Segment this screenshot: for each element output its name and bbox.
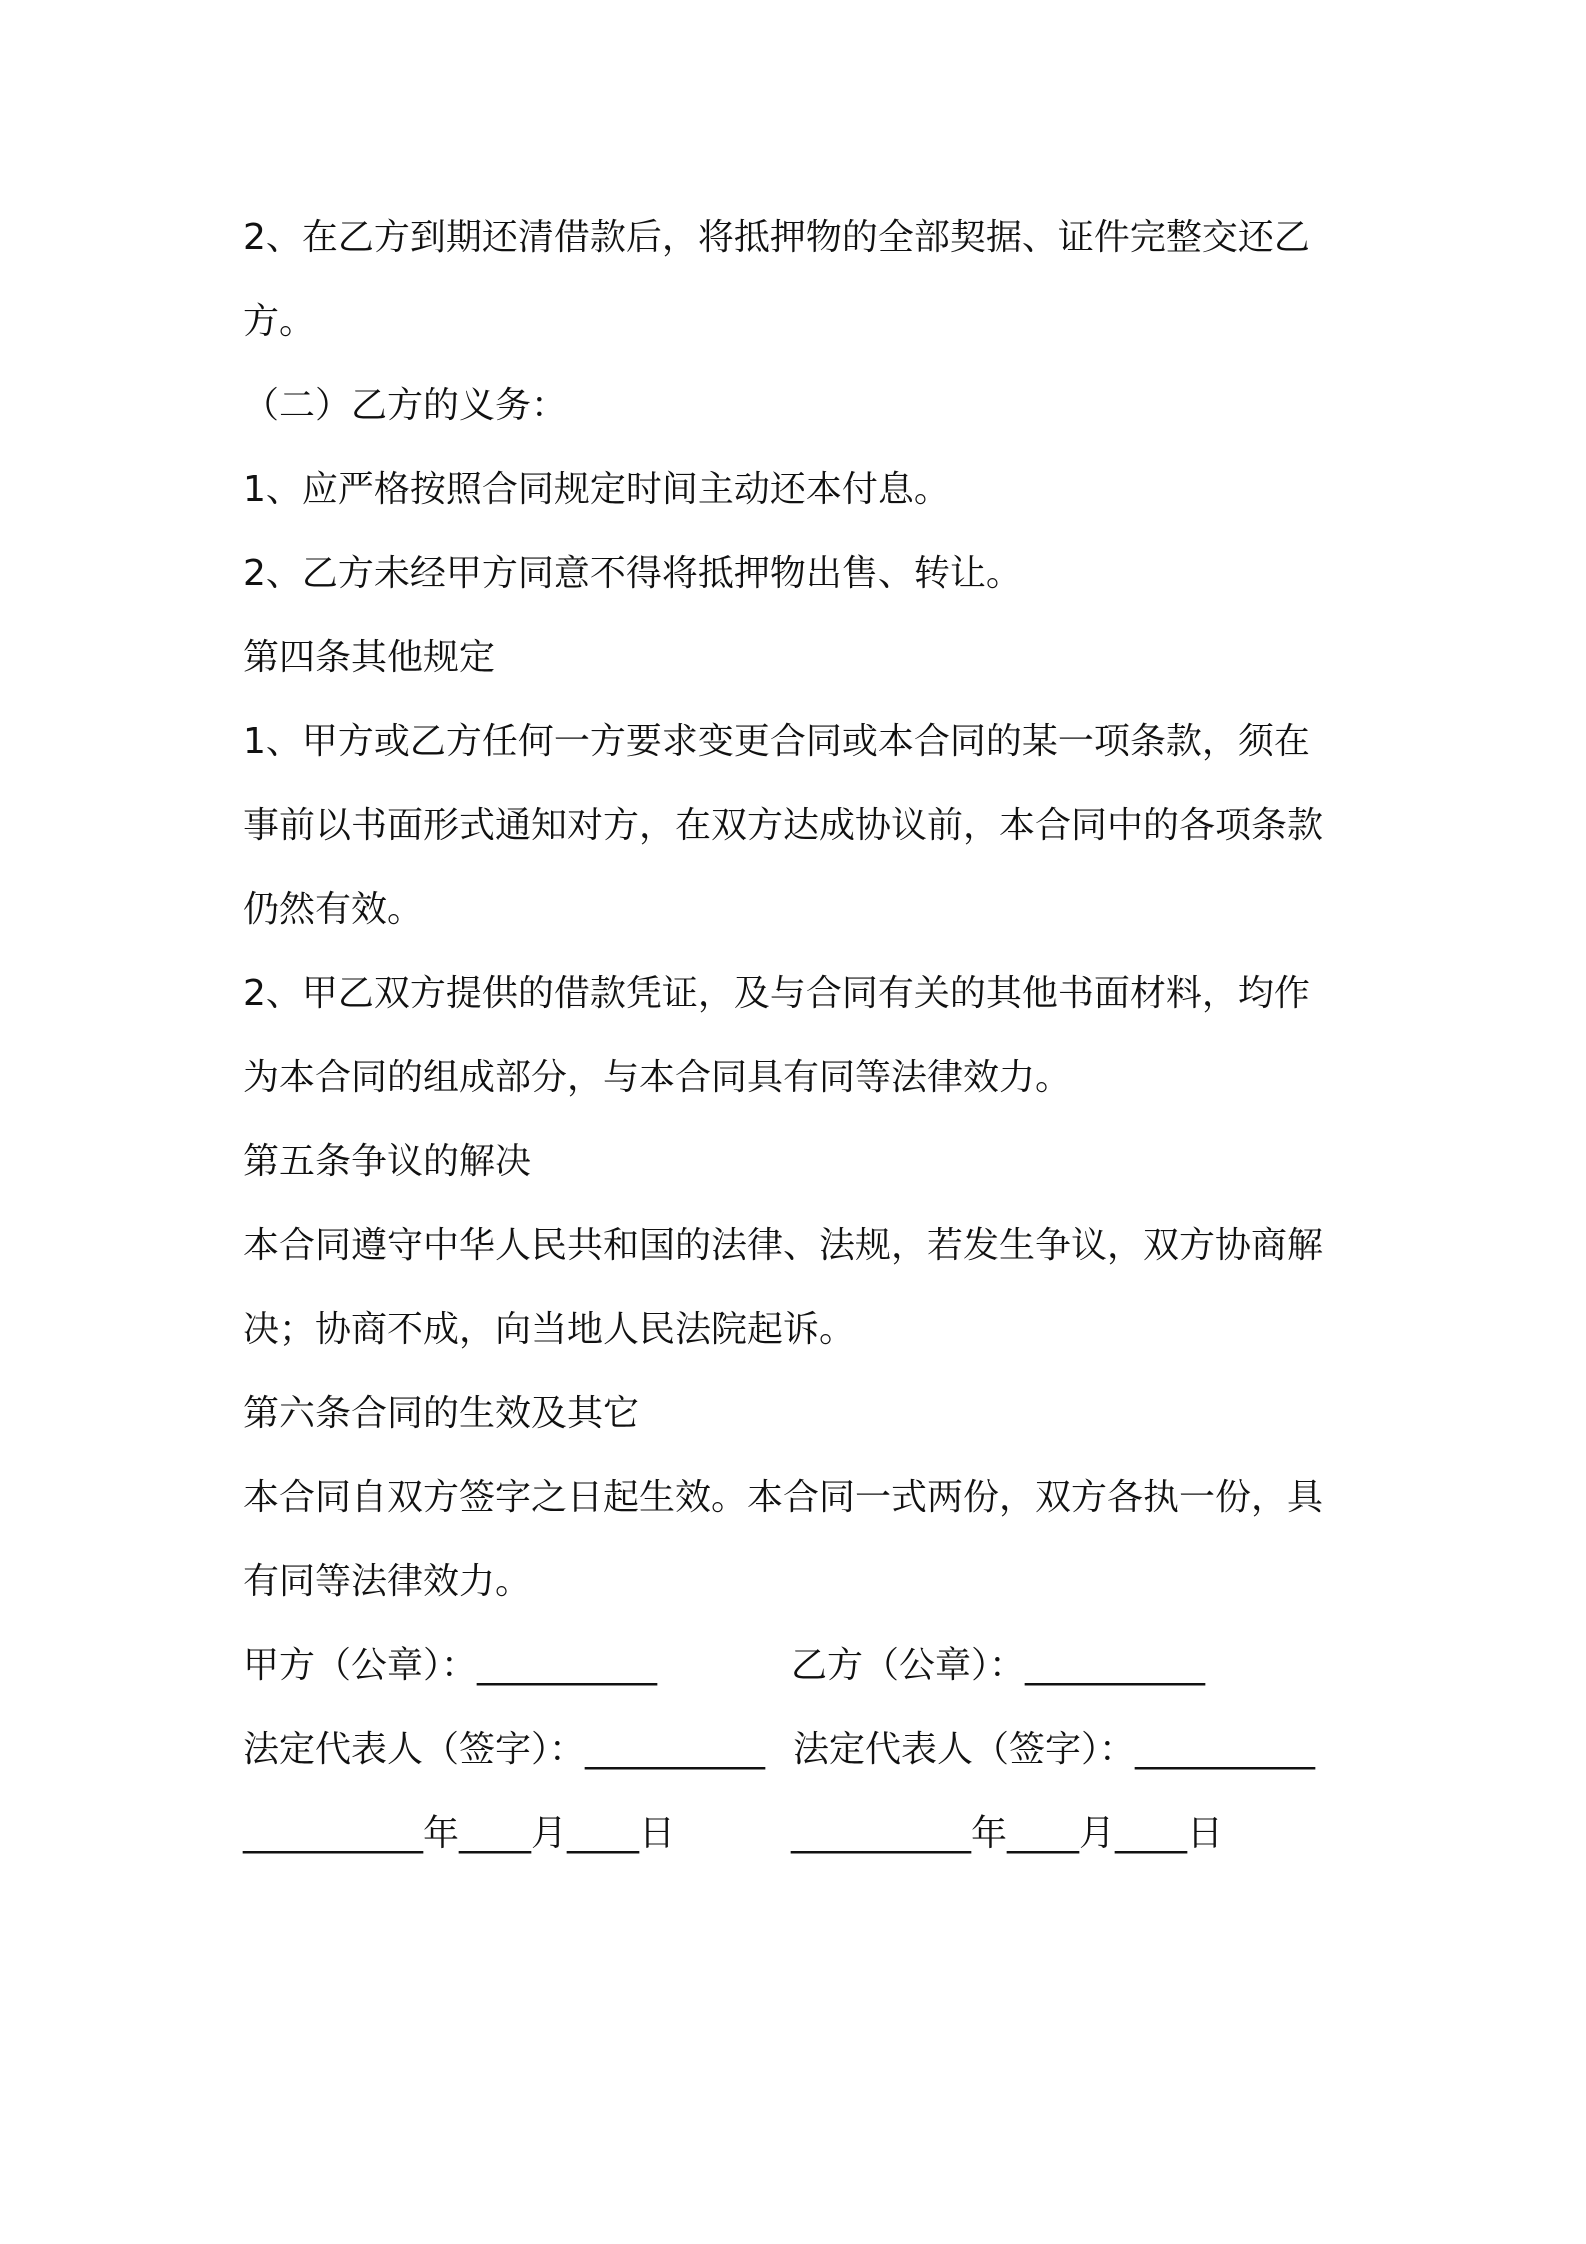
signature-representative-row	[243, 1708, 1363, 1792]
clause-text: 1、甲方或乙方任何一方要求变更合同或本合同的某一项条款，须在	[243, 721, 1310, 762]
party-b-seal-field: 乙方（公章）：__________	[791, 1645, 1206, 1686]
party-a-representative-field: 法定代表人（签字）：__________	[243, 1729, 766, 1770]
article-heading: 第六条合同的生效及其它	[243, 1393, 640, 1434]
clause-text: 方。	[243, 301, 316, 342]
clause-text: 有同等法律效力。	[243, 1561, 532, 1602]
signature-seal-row	[243, 1624, 1363, 1708]
article-heading: 第四条其他规定	[243, 637, 496, 678]
section-subheading: （二）乙方的义务：	[243, 385, 568, 426]
signature-date-row	[243, 1792, 1363, 1876]
document-page	[243, 196, 1363, 1876]
clause-text: 2、在乙方到期还清借款后，将抵押物的全部契据、证件完整交还乙	[243, 217, 1310, 258]
clause-text: 本合同遵守中华人民共和国的法律、法规，若发生争议，双方协商解	[243, 1225, 1324, 1266]
party-a-date-field: __________年____月____日	[243, 1813, 675, 1854]
party-a-seal-field: 甲方（公章）：__________	[243, 1645, 658, 1686]
clause-text: 1、应严格按照合同规定时间主动还本付息。	[243, 469, 950, 510]
clause-text: 2、甲乙双方提供的借款凭证，及与合同有关的其他书面材料，均作	[243, 973, 1310, 1014]
article-heading: 第五条争议的解决	[243, 1141, 532, 1182]
clause-text: 决；协商不成，向当地人民法院起诉。	[243, 1309, 856, 1350]
clause-text: 事前以书面形式通知对方，在双方达成协议前，本合同中的各项条款	[243, 805, 1324, 846]
clause-text: 2、乙方未经甲方同意不得将抵押物出售、转让。	[243, 553, 1022, 594]
clause-text: 为本合同的组成部分，与本合同具有同等法律效力。	[243, 1057, 1072, 1098]
party-b-representative-field: 法定代表人（签字）：__________	[793, 1729, 1316, 1770]
clause-text: 仍然有效。	[243, 889, 424, 930]
clause-text: 本合同自双方签字之日起生效。本合同一式两份，双方各执一份，具	[243, 1477, 1324, 1518]
party-b-date-field: __________年____月____日	[791, 1813, 1223, 1854]
